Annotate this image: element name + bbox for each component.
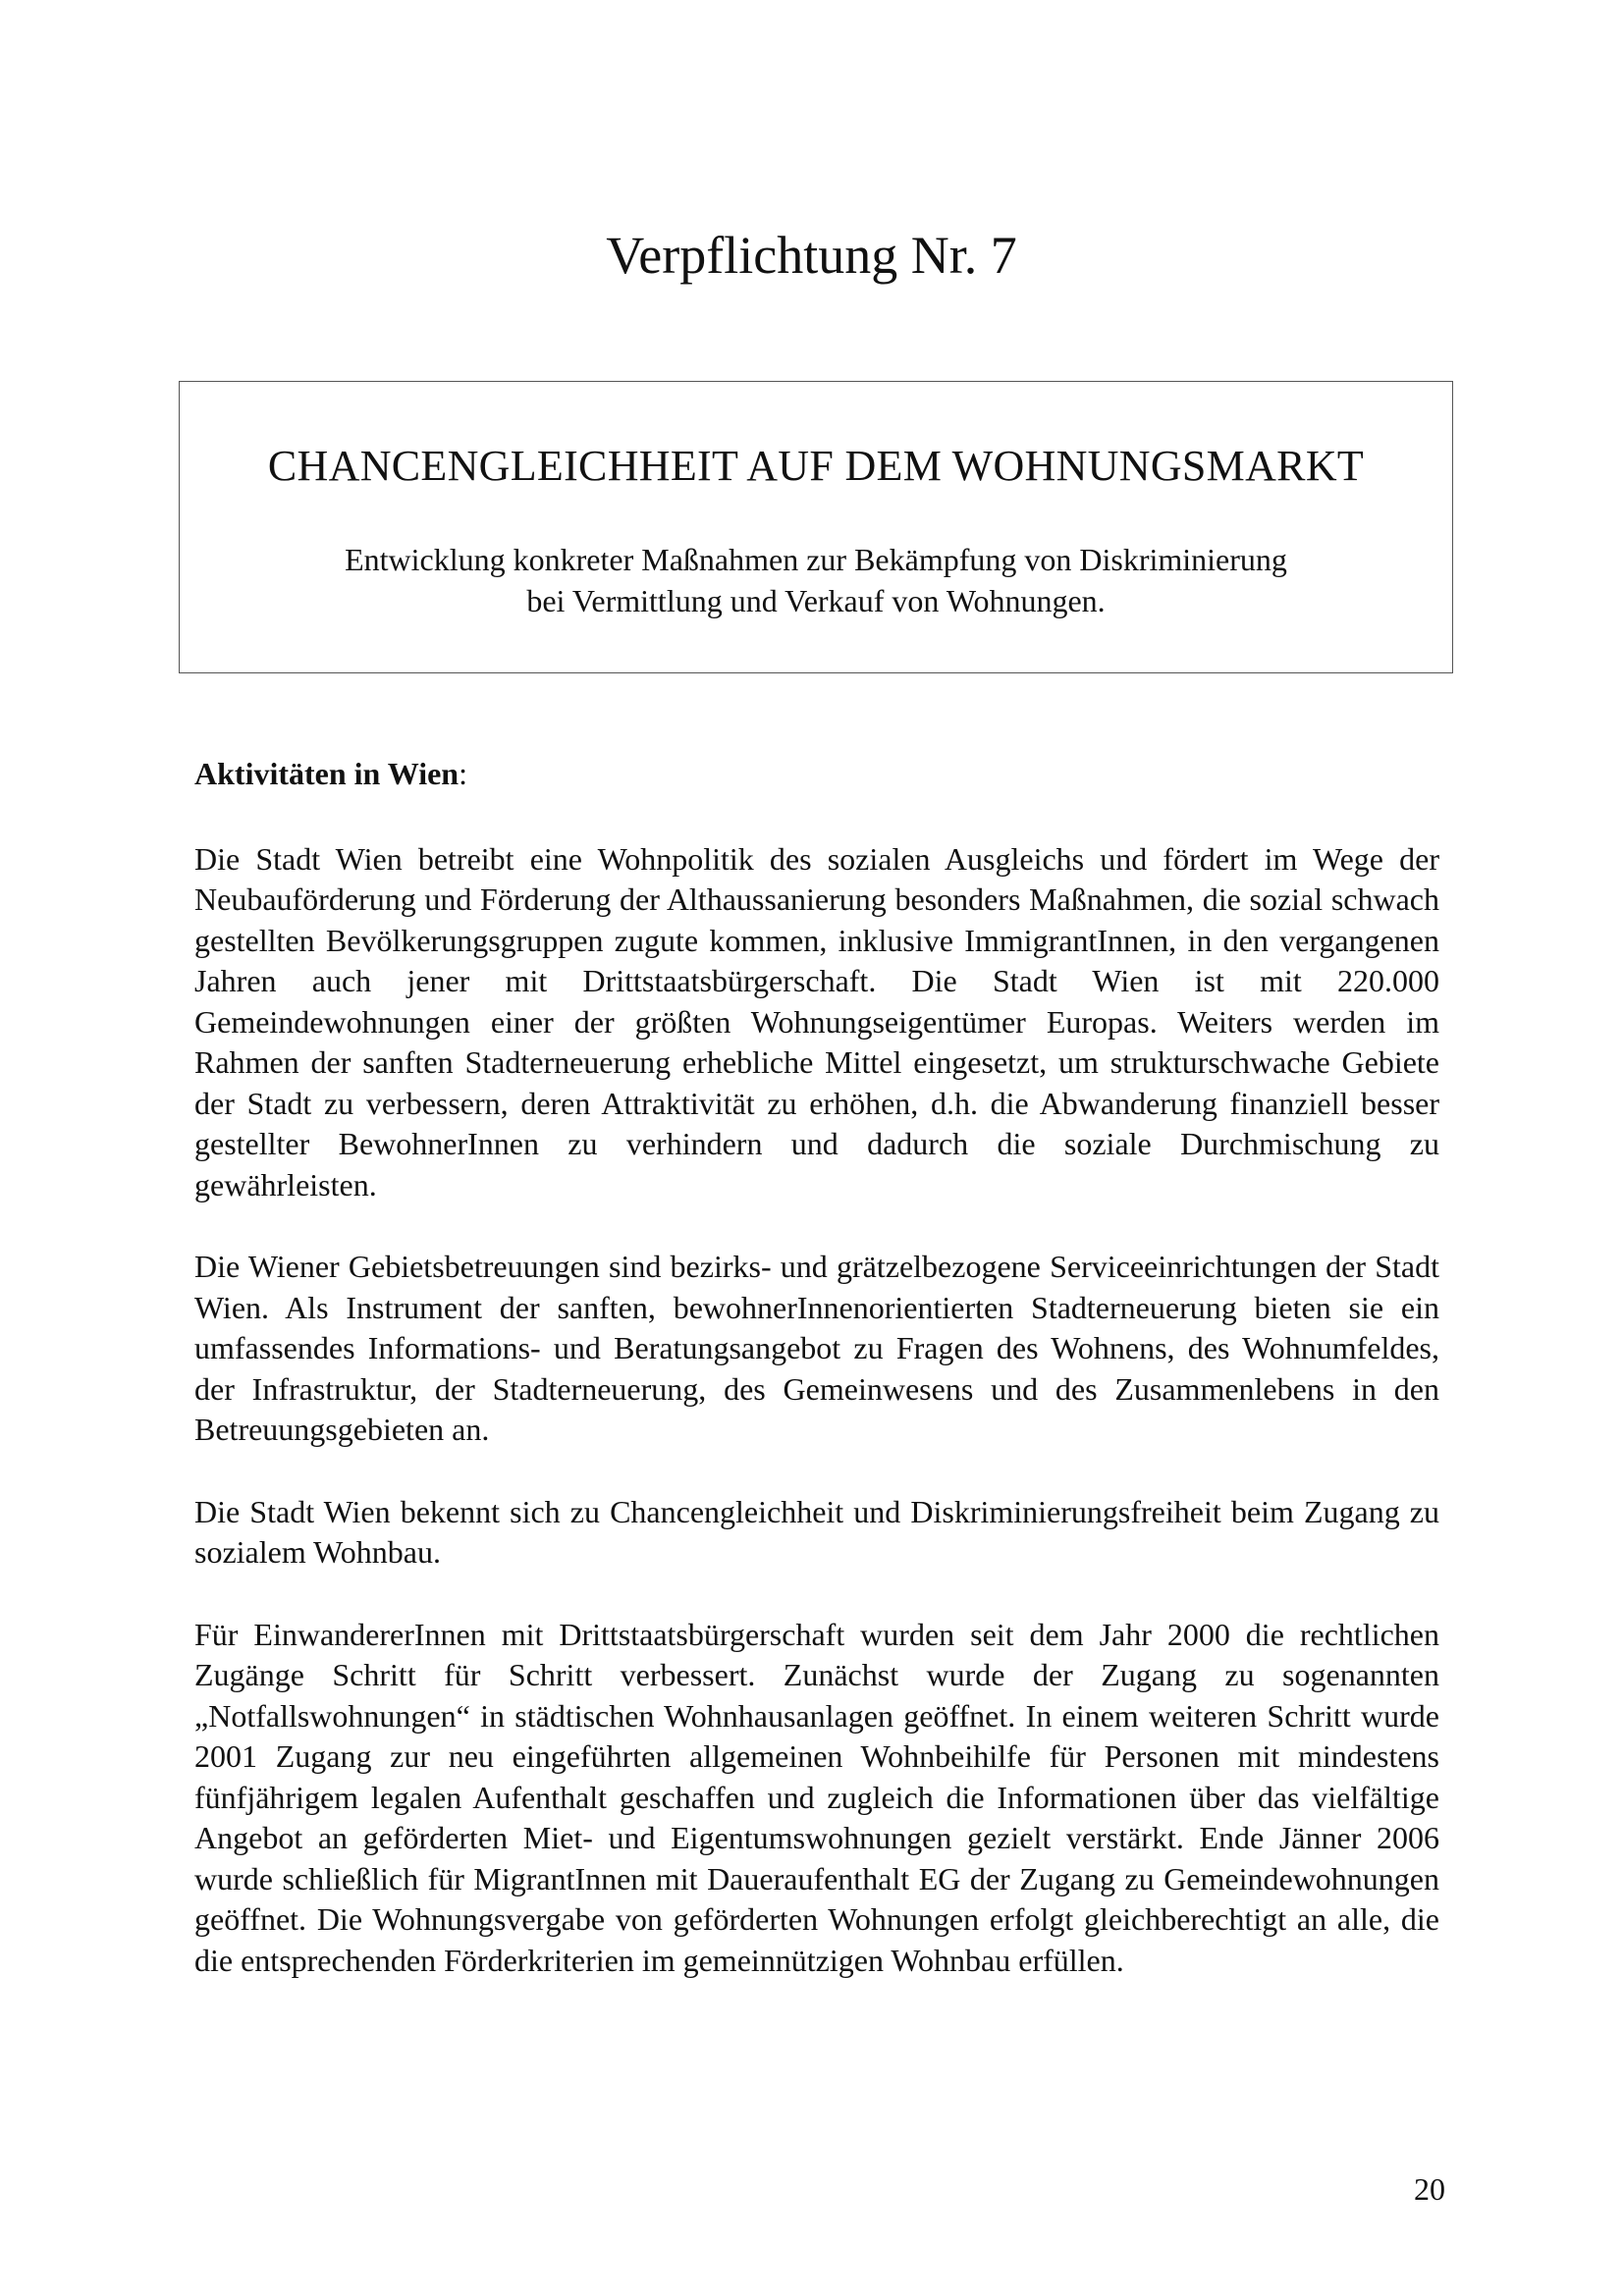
commitment-box — [179, 381, 1453, 673]
commitment-heading: CHANCENGLEICHHEIT AUF DEM WOHNUNGSMARKT — [267, 442, 1365, 490]
page-number: 20 — [1414, 2171, 1445, 2207]
main-content — [194, 754, 1439, 2022]
section-heading-text: Aktivitäten in Wien — [194, 756, 460, 791]
commitment-subtitle — [180, 539, 1452, 621]
commitment-subtitle-line-1: Entwicklung konkreter Maßnahmen zur Bekämpfung von Diskriminierung — [345, 542, 1287, 577]
paragraph-housing-policy: Die Stadt Wien betreibt eine Wohnpolitik des sozialen Ausgleichs und fördert im Wege der Neubauförderung und Förderung der Althaussanierung besonders Maßnahmen, die sozial schwach gestellten Bevölkerungsgruppen zugute kommen, inklusive ImmigrantInnen, in den vergangenen Jahren auch jener mit Drittstaatsbürgerschaft. Die Stadt Wien ist mit 220.000 Gemeindewohnungen einer der größten Wohnungseigentümer Europas. Weiters werden im Rahmen der sanften Stadterneuerung erhebliche Mittel eingesetzt, um strukturschwache Gebiete der Stadt zu verbessern, deren Attraktivität zu erhöhen, d.h. die Abwanderung finanziell besser gestellter BewohnerInnen zu verhindern und dadurch die soziale Durchmischung zu gewährleisten. — [194, 840, 1439, 1202]
paragraph-equal-access: Die Stadt Wien bekennt sich zu Chancengleichheit und Diskriminierungsfreiheit beim Zugang zu sozialem Wohnbau. — [194, 1493, 1439, 1570]
commitment-subtitle-line-2: bei Vermittlung und Verkauf von Wohnungen. — [526, 583, 1106, 618]
section-heading-colon: : — [459, 756, 467, 791]
page-title: Verpflichtung Nr. 7 — [606, 226, 1017, 285]
paragraph-immigrant-access: Für EinwandererInnen mit Drittstaatsbürgerschaft wurden seit dem Jahr 2000 die rechtlichen Zugänge Schritt für Schritt verbessert. Zunächst wurde der Zugang zu sogenannten „Notfallswohnungen“ in städtischen Wohnhausanlagen geöffnet. In einem weiteren Schritt wurde 2001 Zugang zur neu eingeführten allgemeinen Wohnbeihilfe für Personen mit mindestens fünfjährigem legalen Aufenthalt geschaffen und zugleich die Informationen über das vielfältige Angebot an geförderten Miet- und Eigentumswohnungen gezielt verstärkt. Ende Jänner 2006 wurde schließlich für MigrantInnen mit Daueraufenthalt EG der Zugang zu Gemeindewohnungen geöffnet. Die Wohnungsvergabe von geförderten Wohnungen erfolgt gleichberechtigt an alle, die die entsprechenden Förderkriterien im gemeinnützigen Wohnbau erfüllen. — [194, 1616, 1439, 1978]
section-heading — [194, 754, 1439, 795]
paragraph-area-management: Die Wiener Gebietsbetreuungen sind bezirks- und grätzelbezogene Serviceeinrichtungen der Stadt Wien. Als Instrument der sanften, bewohnerInnenorientierten Stadterneuerung bieten sie ein umfassendes Informations- und Beratungsangebot zu Fragen des Wohnens, des Wohnumfeldes, der Infrastruktur, der Stadterneuerung, des Gemeinwesens und des Zusammenlebens in den Betreuungsgebieten an. — [194, 1249, 1439, 1447]
